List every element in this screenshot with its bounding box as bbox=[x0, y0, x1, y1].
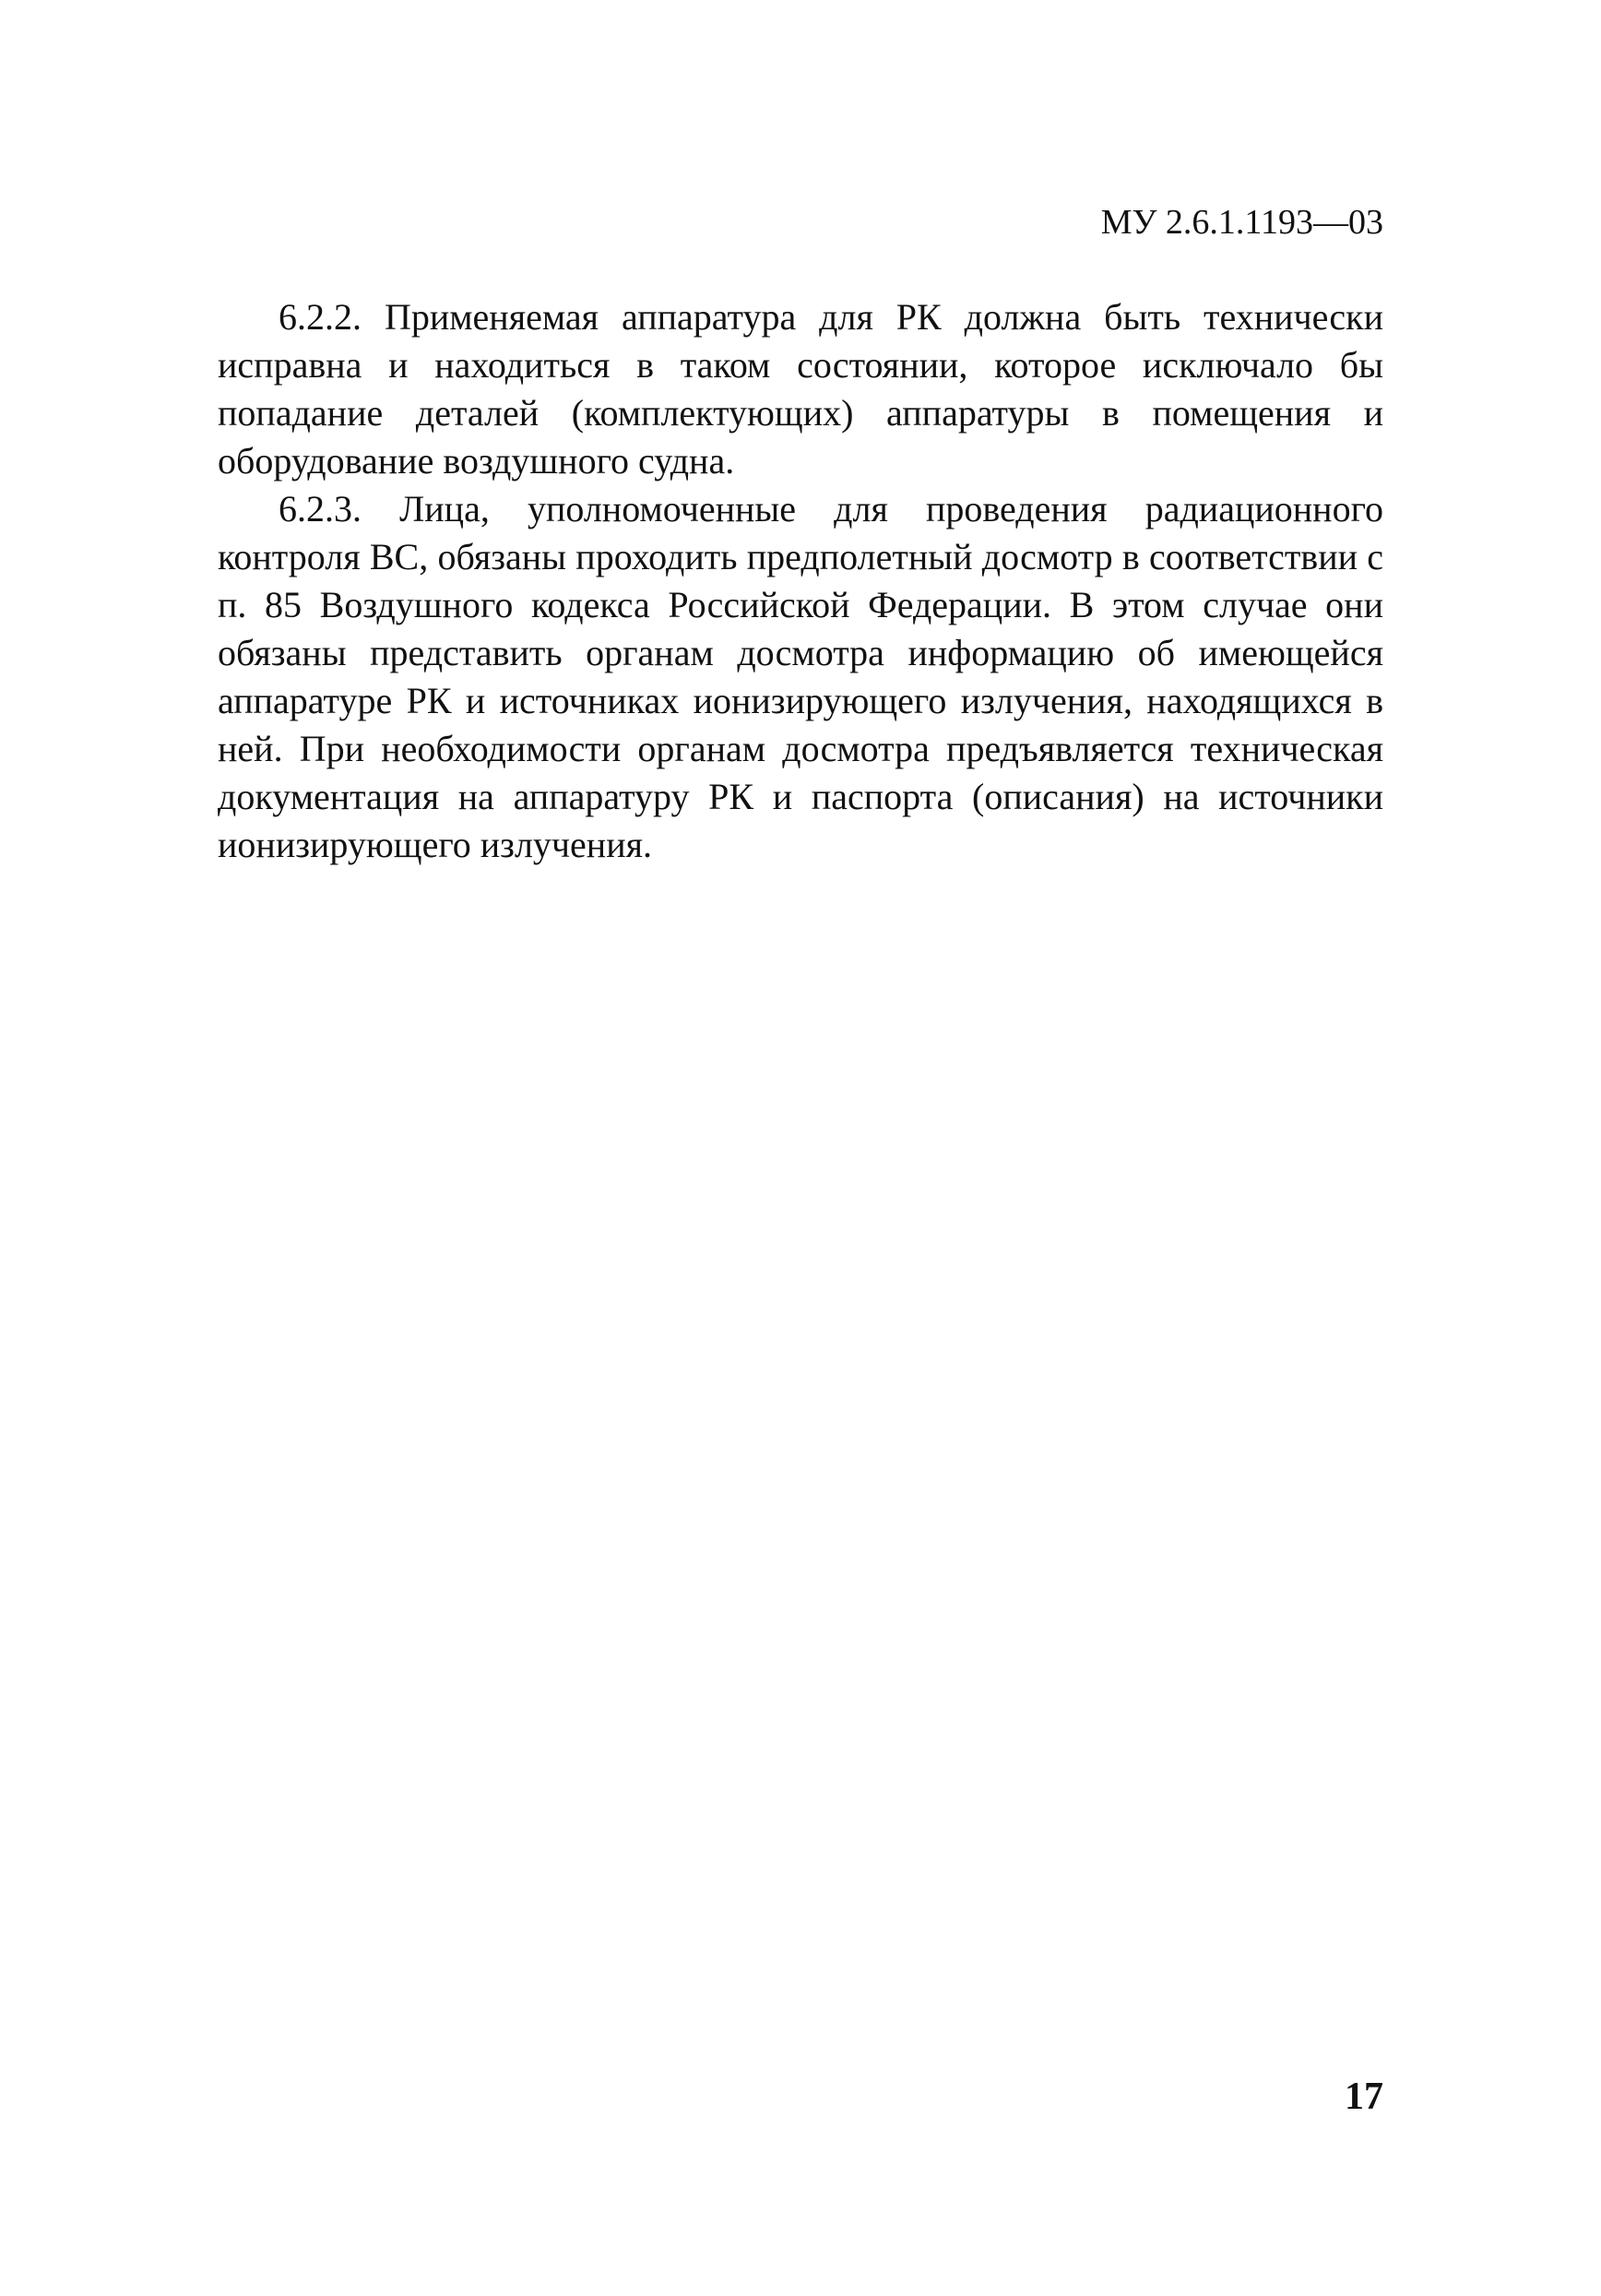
page-number: 17 bbox=[1345, 2076, 1383, 2118]
paragraph-number: 6.2.3. bbox=[279, 488, 362, 529]
paragraph-6-2-2 bbox=[218, 293, 1383, 485]
paragraph-text: Применяемая аппаратура для РК должна быть технически исправна и находиться в таком состоянии, которое исключало бы попадание деталей (комплектующих) аппаратуры в помещения и оборудование воздушного судна. bbox=[218, 296, 1383, 482]
paragraph-text: Лица, уполномоченные для проведения радиационного контроля ВС, обязаны проходить предполетный досмотр в соответствии с п. 85 Воздушного кодекса Российской Федерации. В этом случае они обязаны представить органам досмотра информацию об имеющейся аппаратуре РК и источниках ионизирующего излучения, находящихся в ней. При необходимости органам досмотра предъявляется техническая документация на аппаратуру РК и паспорта (описания) на источники ионизирующего излучения. bbox=[218, 488, 1383, 865]
document-code: МУ 2.6.1.1193—03 bbox=[1100, 203, 1383, 242]
body-text bbox=[218, 293, 1383, 869]
paragraph-number: 6.2.2. bbox=[279, 296, 362, 338]
paragraph-6-2-3 bbox=[218, 485, 1383, 869]
